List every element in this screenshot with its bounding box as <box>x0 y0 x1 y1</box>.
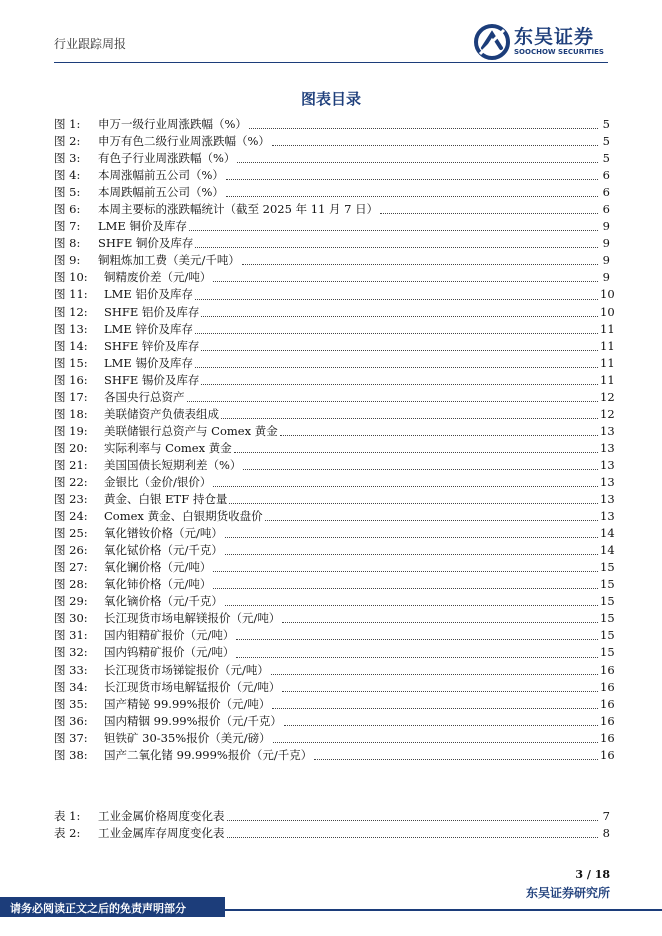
toc-entry-page: 5 <box>602 134 610 149</box>
toc-entry-text: 本周涨幅前五公司（%） <box>98 168 224 183</box>
logo-text-cn: 东吴证券 <box>514 26 595 48</box>
toc-entry-text: Comex 黄金、白银期货收盘价 <box>104 509 263 524</box>
toc-entry-text: LME 铝价及库存 <box>104 287 193 302</box>
toc-entry-text: 美联储银行总资产与 Comex 黄金 <box>104 423 278 438</box>
toc-entry-page: 5 <box>602 117 610 131</box>
toc-leader-dots <box>237 161 598 163</box>
toc-entry-text: 氧化镧价格（元/吨） <box>104 560 212 575</box>
toc-entry-label: 图 3: <box>54 151 81 166</box>
toc-leader-dots <box>221 417 598 419</box>
toc-entry-text: 美国国债长短期利差（%） <box>104 457 242 472</box>
figure-entry[interactable] <box>54 440 615 457</box>
toc-entry-label: 图 20: <box>54 440 88 455</box>
toc-entry-page: 11 <box>600 355 615 370</box>
figure-entry[interactable] <box>54 201 610 218</box>
toc-entry-text: 氧化铽价格（元/千克） <box>104 543 223 558</box>
figure-entry[interactable] <box>54 389 615 406</box>
toc-entry-page: 5 <box>602 151 610 166</box>
toc-entry-text: 本周主要标的涨跌幅统计（截至 2025 年 11 月 7 日） <box>98 202 379 217</box>
toc-entry-text: SHFE 铜价及库存 <box>98 236 194 251</box>
figure-entry[interactable] <box>54 457 615 474</box>
toc-leader-dots <box>201 315 598 317</box>
figure-entry[interactable] <box>54 610 615 627</box>
toc-leader-dots <box>380 212 598 214</box>
toc-entry-page: 12 <box>600 406 615 421</box>
toc-entry-text: SHFE 锌价及库存 <box>104 338 200 353</box>
toc-entry-text: 长江现货市场电解锰报价（元/吨） <box>104 679 281 694</box>
toc-entry-text: 氧化铈价格（元/吨） <box>104 577 212 592</box>
figure-entry[interactable] <box>54 167 610 184</box>
toc-entry-page: 6 <box>602 185 610 200</box>
toc-entry-text: 申万一级行业周涨跌幅（%） <box>98 117 247 131</box>
figure-entry[interactable] <box>54 747 615 764</box>
toc-leader-dots <box>226 195 598 197</box>
toc-entry-label: 图 34: <box>54 679 88 694</box>
toc-entry-page: 16 <box>600 696 615 711</box>
toc-leader-dots <box>201 349 598 351</box>
toc-entry-label: 图 26: <box>54 543 88 558</box>
toc-entry-label: 图 14: <box>54 338 88 353</box>
toc-entry-page: 9 <box>602 270 610 285</box>
toc-leader-dots <box>195 366 598 368</box>
toc-entry-label: 图 32: <box>54 645 88 660</box>
toc-leader-dots <box>282 690 598 692</box>
page-number: 3 / 18 <box>575 868 610 881</box>
toc-entry-page: 15 <box>600 645 615 660</box>
toc-entry-label: 图 37: <box>54 730 88 745</box>
toc-entry-text: 长江现货市场锑锭报价（元/吨） <box>104 662 269 677</box>
toc-entry-label: 图 7: <box>54 219 81 234</box>
toc-entry-label: 图 29: <box>54 594 88 609</box>
toc-entry-page: 11 <box>600 372 615 387</box>
toc-entry-label: 图 4: <box>54 168 81 183</box>
toc-entry-text: 黄金、白银 ETF 持仓量 <box>104 492 228 507</box>
toc-entry-text: 铜粗炼加工费（美元/千吨） <box>98 253 240 268</box>
table-list <box>54 808 610 842</box>
toc-entry-label: 图 1: <box>54 117 81 131</box>
toc-leader-dots <box>213 570 598 572</box>
toc-entry-page: 9 <box>602 253 610 268</box>
toc-entry-text: SHFE 铝价及库存 <box>104 304 200 319</box>
toc-entry-text: 钽铁矿 30-35%报价（美元/磅） <box>104 730 271 745</box>
figure-entry[interactable] <box>54 713 615 730</box>
toc-entry-text: 有色子行业周涨跌幅（%） <box>98 151 236 166</box>
table-entry[interactable] <box>54 808 610 825</box>
figure-entry[interactable] <box>54 235 610 252</box>
figure-entry[interactable] <box>54 304 615 321</box>
toc-leader-dots <box>243 468 598 470</box>
toc-entry-label: 图 38: <box>54 747 88 762</box>
figure-entry[interactable] <box>54 730 615 747</box>
toc-entry-page: 7 <box>602 809 610 823</box>
toc-entry-page: 13 <box>600 509 615 524</box>
toc-entry-label: 图 22: <box>54 474 88 489</box>
toc-leader-dots <box>213 587 598 589</box>
figure-entry[interactable] <box>54 338 615 355</box>
figure-entry[interactable] <box>54 218 610 235</box>
toc-entry-label: 图 35: <box>54 696 88 711</box>
toc-entry-label: 图 33: <box>54 662 88 677</box>
toc-entry-text: 国内精铟 99.99%报价（元/千克） <box>104 713 282 728</box>
figure-entry[interactable] <box>54 355 615 372</box>
toc-leader-dots <box>227 836 599 838</box>
figure-entry[interactable] <box>54 321 615 338</box>
figure-entry[interactable] <box>54 423 615 440</box>
toc-entry-page: 16 <box>600 679 615 694</box>
toc-entry-label: 图 36: <box>54 713 88 728</box>
toc-entry-text: 国产二氧化锗 99.999%报价（元/千克） <box>104 747 313 762</box>
toc-leader-dots <box>227 819 599 821</box>
toc-leader-dots <box>236 638 598 640</box>
toc-entry-text: 本周跌幅前五公司（%） <box>98 185 224 200</box>
toc-entry-label: 图 25: <box>54 526 88 541</box>
toc-entry-label: 图 17: <box>54 389 88 404</box>
toc-entry-page: 16 <box>600 730 615 745</box>
toc-entry-text: 长江现货市场电解镁报价（元/吨） <box>104 611 281 626</box>
toc-entry-page: 11 <box>600 338 615 353</box>
toc-entry-page: 11 <box>600 321 615 336</box>
figure-entry[interactable] <box>54 406 615 423</box>
toc-entry-label: 图 23: <box>54 492 88 507</box>
toc-entry-label: 图 21: <box>54 457 88 472</box>
toc-entry-text: 国内钼精矿报价（元/吨） <box>104 628 235 643</box>
toc-entry-text: 工业金属库存周度变化表 <box>98 826 225 841</box>
figure-entry[interactable] <box>54 491 615 508</box>
toc-entry-label: 图 8: <box>54 236 81 251</box>
toc-entry-label: 图 30: <box>54 611 88 626</box>
toc-entry-text: 工业金属价格周度变化表 <box>98 809 225 823</box>
figure-list <box>54 116 615 764</box>
toc-entry-page: 16 <box>600 747 615 762</box>
page-title: 图表目录 <box>300 90 361 108</box>
figure-entry[interactable] <box>54 116 610 133</box>
toc-leader-dots <box>273 741 598 743</box>
figure-entry[interactable] <box>54 559 615 576</box>
toc-entry-text: LME 锌价及库存 <box>104 321 193 336</box>
toc-entry-text: 国内钨精矿报价（元/吨） <box>104 645 235 660</box>
toc-leader-dots <box>242 263 598 265</box>
header-divider <box>54 62 608 63</box>
toc-entry-label: 图 15: <box>54 355 88 370</box>
figure-entry[interactable] <box>54 372 615 389</box>
toc-entry-label: 表 1: <box>54 809 81 823</box>
figure-entry[interactable] <box>54 184 610 201</box>
toc-entry-label: 图 13: <box>54 321 88 336</box>
toc-entry-text: LME 锡价及库存 <box>104 355 193 370</box>
toc-entry-page: 15 <box>600 611 615 626</box>
toc-entry-page: 16 <box>600 662 615 677</box>
toc-leader-dots <box>314 758 598 760</box>
toc-entry-page: 15 <box>600 577 615 592</box>
figure-entry[interactable] <box>54 542 615 559</box>
figure-entry[interactable] <box>54 662 615 679</box>
footer-disclaimer: 请务必阅读正文之后的免责声明部分 <box>10 902 186 915</box>
toc-entry-label: 图 11: <box>54 287 88 302</box>
toc-entry-label: 图 18: <box>54 406 88 421</box>
toc-leader-dots <box>229 502 598 504</box>
figure-entry[interactable] <box>54 150 610 167</box>
toc-leader-dots <box>284 724 598 726</box>
toc-leader-dots <box>226 178 598 180</box>
toc-entry-label: 图 6: <box>54 202 81 217</box>
toc-entry-label: 图 28: <box>54 577 88 592</box>
figure-entry[interactable] <box>54 627 615 644</box>
toc-leader-dots <box>213 280 598 282</box>
toc-entry-label: 图 10: <box>54 270 88 285</box>
toc-entry-page: 13 <box>600 440 615 455</box>
toc-entry-text: LME 铜价及库存 <box>98 219 187 234</box>
figure-entry[interactable] <box>54 133 610 150</box>
toc-entry-page: 16 <box>600 713 615 728</box>
toc-leader-dots <box>234 451 598 453</box>
toc-entry-label: 图 27: <box>54 560 88 575</box>
toc-entry-label: 图 12: <box>54 304 88 319</box>
toc-leader-dots <box>195 332 598 334</box>
figure-entry[interactable] <box>54 679 615 696</box>
toc-leader-dots <box>213 485 598 487</box>
toc-entry-text: 美联储资产负债表组成 <box>104 406 219 421</box>
toc-entry-page: 14 <box>600 526 615 541</box>
logo-icon <box>474 24 510 60</box>
toc-entry-text: 铜精废价差（元/吨） <box>104 270 212 285</box>
toc-entry-label: 图 9: <box>54 253 81 268</box>
toc-entry-page: 6 <box>602 168 610 183</box>
figure-entry[interactable] <box>54 286 615 303</box>
figure-entry[interactable] <box>54 696 615 713</box>
figure-entry[interactable] <box>54 252 610 269</box>
toc-entry-text: 国产精铋 99.99%报价（元/吨） <box>104 696 271 711</box>
table-entry[interactable] <box>54 825 610 842</box>
toc-entry-page: 9 <box>602 219 610 234</box>
toc-entry-label: 图 16: <box>54 372 88 387</box>
toc-leader-dots <box>272 707 598 709</box>
toc-leader-dots <box>282 621 598 623</box>
toc-entry-label: 图 19: <box>54 423 88 438</box>
toc-entry-label: 图 31: <box>54 628 88 643</box>
toc-entry-page: 13 <box>600 457 615 472</box>
toc-entry-label: 图 2: <box>54 134 81 149</box>
footer-divider <box>225 909 662 911</box>
toc-entry-page: 15 <box>600 594 615 609</box>
toc-entry-text: SHFE 锡价及库存 <box>104 372 200 387</box>
footer-institute: 东吴证券研究所 <box>525 886 610 900</box>
toc-entry-page: 15 <box>600 560 615 575</box>
toc-entry-text: 实际利率与 Comex 黄金 <box>104 440 232 455</box>
toc-entry-text: 各国央行总资产 <box>104 389 185 404</box>
toc-leader-dots <box>272 144 598 146</box>
toc-leader-dots <box>280 434 598 436</box>
toc-entry-text: 金银比（金价/银价） <box>104 474 212 489</box>
toc-entry-page: 13 <box>600 474 615 489</box>
figure-entry[interactable] <box>54 644 615 661</box>
figure-entry[interactable] <box>54 525 615 542</box>
toc-leader-dots <box>236 656 598 658</box>
toc-entry-page: 12 <box>600 389 615 404</box>
toc-entry-page: 8 <box>602 826 610 841</box>
toc-leader-dots <box>201 383 598 385</box>
toc-leader-dots <box>195 298 598 300</box>
toc-entry-page: 9 <box>602 236 610 251</box>
toc-leader-dots <box>225 536 598 538</box>
figure-entry[interactable] <box>54 269 610 286</box>
toc-leader-dots <box>187 400 599 402</box>
toc-entry-page: 13 <box>600 423 615 438</box>
figure-entry[interactable] <box>54 576 615 593</box>
toc-entry-label: 图 24: <box>54 509 88 524</box>
figure-entry[interactable] <box>54 593 615 610</box>
logo-text-en: SOOCHOW SECURITIES <box>514 48 604 56</box>
toc-leader-dots <box>249 127 598 129</box>
toc-entry-label: 图 5: <box>54 185 81 200</box>
toc-leader-dots <box>189 229 598 231</box>
toc-entry-page: 10 <box>600 287 615 302</box>
toc-leader-dots <box>271 673 598 675</box>
toc-leader-dots <box>225 553 598 555</box>
toc-entry-page: 14 <box>600 543 615 558</box>
toc-entry-text: 氧化镨钕价格（元/吨） <box>104 526 223 541</box>
toc-entry-text: 申万有色二级行业周涨跌幅（%） <box>98 134 270 149</box>
toc-leader-dots <box>265 519 598 521</box>
toc-leader-dots <box>195 246 598 248</box>
figure-entry[interactable] <box>54 508 615 525</box>
toc-entry-page: 13 <box>600 492 615 507</box>
company-logo <box>474 22 614 62</box>
toc-entry-page: 10 <box>600 304 615 319</box>
footer-disclaimer-bar <box>0 897 225 917</box>
toc-leader-dots <box>225 604 598 606</box>
header-section-title: 行业跟踪周报 <box>54 37 127 51</box>
toc-entry-label: 表 2: <box>54 826 81 841</box>
toc-entry-page: 15 <box>600 628 615 643</box>
figure-entry[interactable] <box>54 474 615 491</box>
toc-entry-text: 氧化镝价格（元/千克） <box>104 594 223 609</box>
toc-entry-page: 6 <box>602 202 610 217</box>
